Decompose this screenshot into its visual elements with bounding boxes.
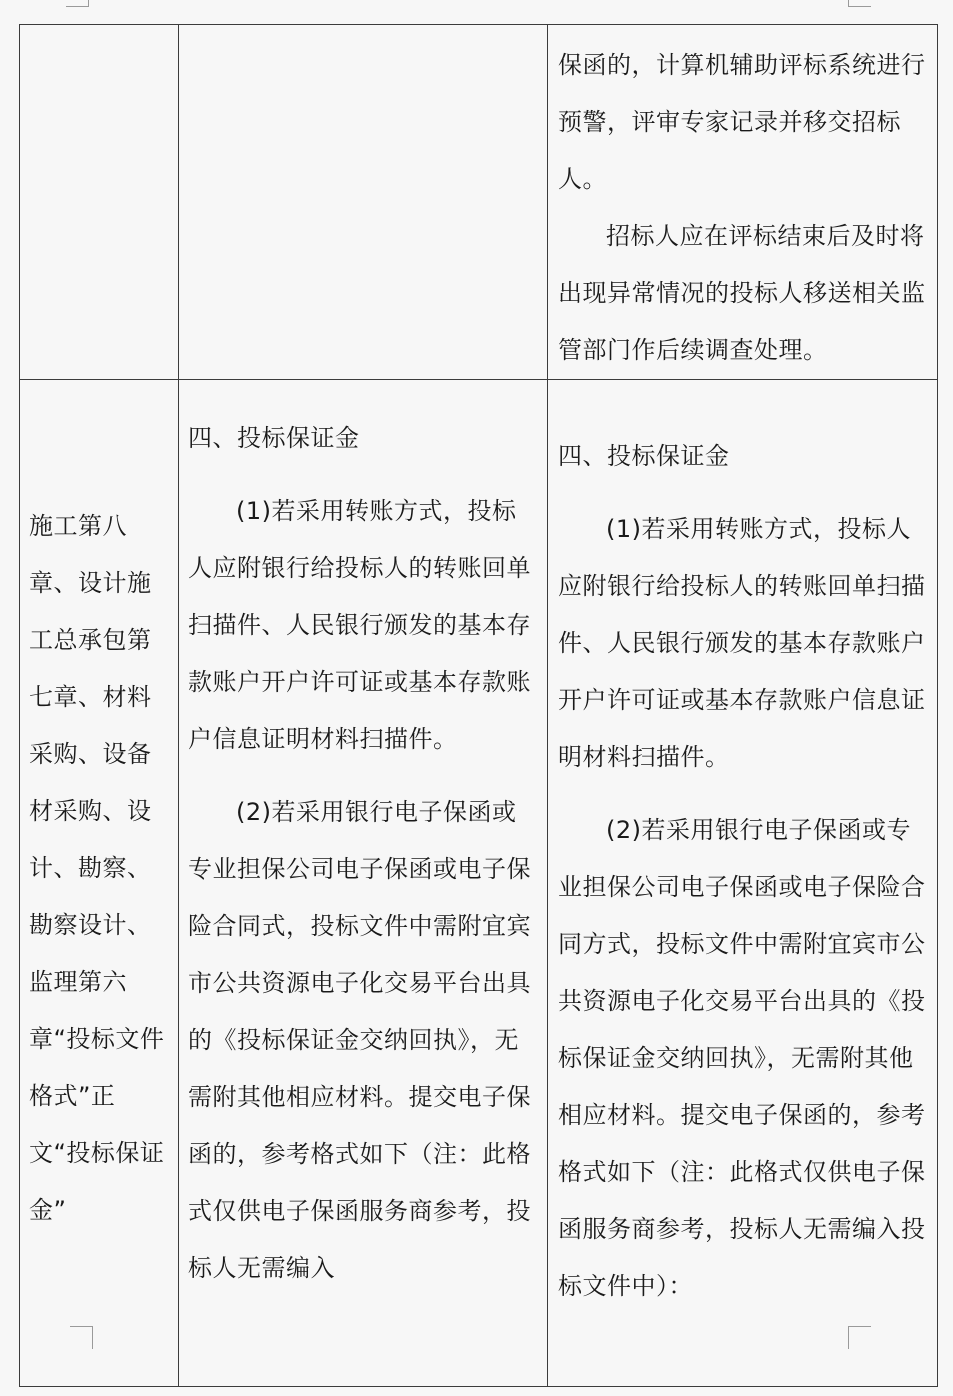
table-cell [20,380,179,1387]
crop-mark-top-left [66,0,89,7]
comparison-table [19,24,938,1387]
paragraph: (2)若采用银行电子保函或专业担保公司电子保函或电子保险合同方式，投标文件中需附宜宾市公共资源电子化交易平台出具的《投标保证金交纳回执》，无需附其他相应材料。提交电子保函的，参考格式如下（注：此格式仅供电子保函服务商参考，投标人无需编入投标文件中）： [558,816,926,1300]
table-cell [548,25,938,380]
table-cell [20,25,179,380]
crop-mark-top-right [848,0,871,7]
clause-reference: 施工第八章、设计施工总承包第七章、材料采购、设备材采购、设计、勘察、勘察设计、监理第六章“投标文件格式”正文“投标保证金” [29,512,165,1224]
table-row [20,380,938,1387]
paragraph: (1)若采用转账方式，投标人应附银行给投标人的转账回单扫描件、人民银行颁发的基本存款账户开户许可证或基本存款账户信息证明材料扫描件。 [558,515,926,771]
section-heading: 四、投标保证金 [558,442,730,470]
section-heading: 四、投标保证金 [188,424,360,452]
table-cell [179,380,548,1387]
paragraph: (2)若采用银行电子保函或专业担保公司电子保函或电子保险合同式，投标文件中需附宜宾市公共资源电子化交易平台出具的《投标保证金交纳回执》，无需附其他相应材料。提交电子保函的，参考格式如下（注：此格式仅供电子保函服务商参考，投标人无需编入 [188,798,531,1282]
paragraph: (1)若采用转账方式，投标人应附银行给投标人的转账回单扫描件、人民银行颁发的基本存款账户开户许可证或基本存款账户信息证明材料扫描件。 [188,497,531,753]
table-cell [179,25,548,380]
paragraph: 招标人应在评标结束后及时将出现异常情况的投标人移送相关监管部门作后续调查处理。 [558,222,926,364]
table-cell [548,380,938,1387]
paragraph: 保函的，计算机辅助评标系统进行预警，评审专家记录并移交招标人。 [558,51,926,193]
table-row [20,25,938,380]
